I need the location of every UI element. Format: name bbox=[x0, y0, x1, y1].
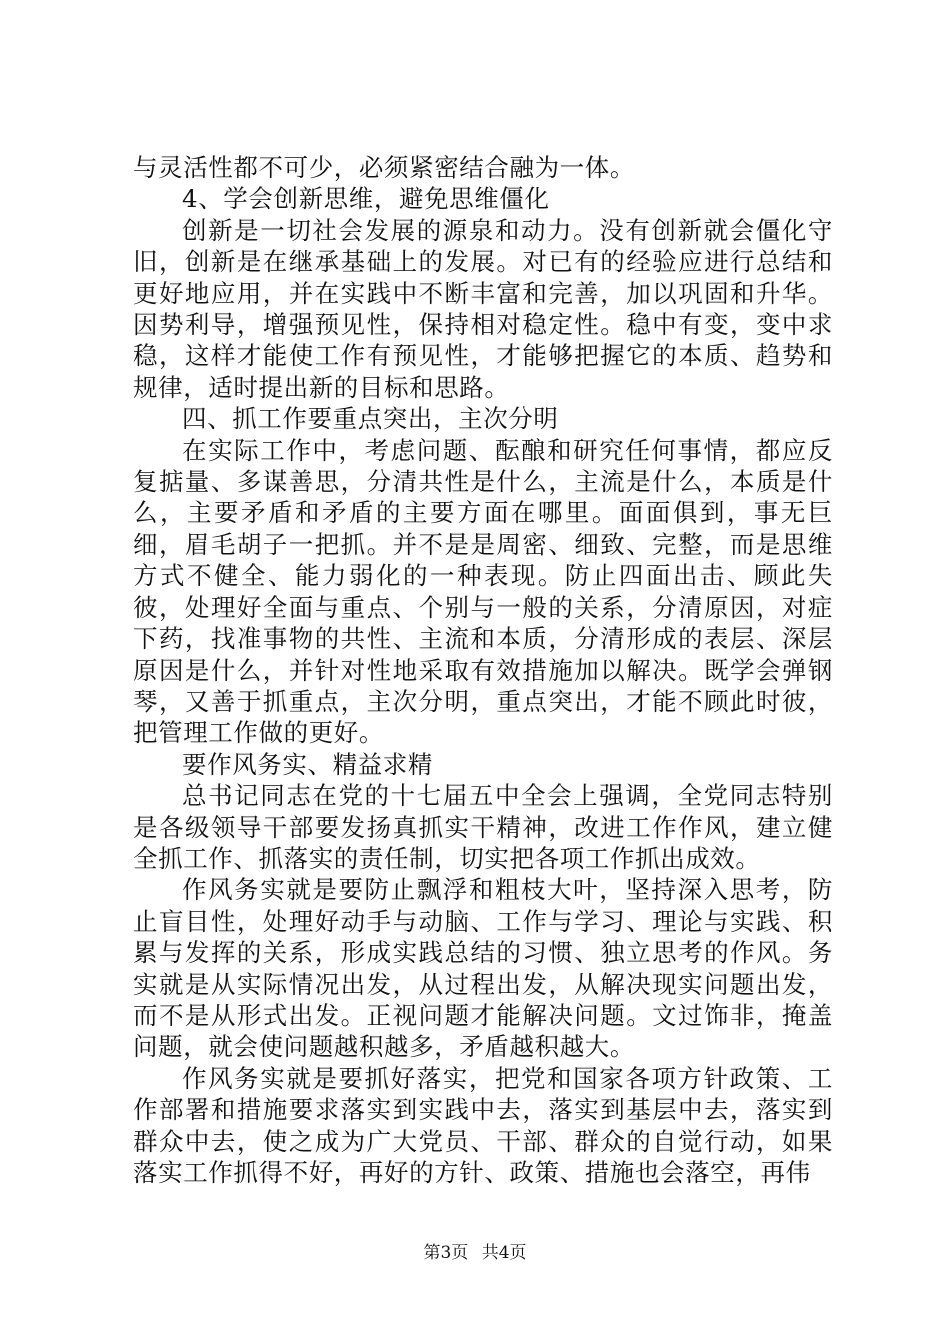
page-footer bbox=[0, 1242, 950, 1264]
page-number: 第3页 bbox=[423, 1243, 469, 1263]
section-heading: 4、学会创新思维，避免思维僵化 bbox=[182, 184, 550, 214]
paragraph: 在实际工作中，考虑问题、酝酿和研究任何事情，都应反复掂量、多谋善思，分清共性是什么，主流是什么，本质是什么，主要矛盾和矛盾的主要方面在哪里。面面俱到，事无巨细，眉毛胡子一把抓。并不是是周密、细致、完整，而是思维方式不健全、能力弱化的一种表现。防止四面出击、顾此失彼，处理好全面与重点、个别与一般的关系，分清原因，对症下药，找准事物的共性、主流和本质，分清形成的表层、深层原因是什么，并针对性地采取有效措施加以解决。既学会弹钢琴，又善于抓重点，主次分明，重点突出，才能不顾此时彼，把管理工作做的更好。 bbox=[133, 435, 833, 748]
section-heading: 要作风务实、精益求精 bbox=[182, 749, 433, 779]
page-total: 共4页 bbox=[481, 1243, 527, 1263]
paragraph: 与灵活性都不可少，必须紧密结合融为一体。 bbox=[133, 153, 635, 182]
paragraph: 作风务实就是要抓好落实，把党和国家各项方针政策、工作部署和措施要求落实到实践中去，落实到基层中去，落实到群众中去，使之成为广大党员、干部、群众的自觉行动，如果落实工作抓得不好，再好的方针、政策、措施也会落空，再伟 bbox=[133, 1063, 833, 1187]
section-heading: 四、抓工作要重点突出，主次分明 bbox=[182, 404, 559, 434]
paragraph: 创新是一切社会发展的源泉和动力。没有创新就会僵化守旧，创新是在继承基础上的发展。对已有的经验应进行总结和更好地应用，并在实践中不断丰富和完善，加以巩固和升华。因势利导，增强预见性，保持相对稳定性。稳中有变，变中求稳，这样才能使工作有预见性，才能够把握它的本质、趋势和规律，适时提出新的目标和思路。 bbox=[133, 215, 833, 402]
paragraph: 总书记同志在党的十七届五中全会上强调，全党同志特别是各级领导干部要发扬真抓实干精神，改进工作作风，建立健全抓工作、抓落实的责任制，切实把各项工作抓出成效。 bbox=[133, 781, 833, 873]
document-body bbox=[133, 152, 833, 1188]
paragraph: 作风务实就是要防止飘浮和粗枝大叶，坚持深入思考，防止盲目性，处理好动手与动脑、工作与学习、理论与实践、积累与发挥的关系，形成实践总结的习惯、独立思考的作风。务实就是从实际情况出发，从过程出发，从解决现实问题出发，而不是从形式出发。正视问题才能解决问题。文过饰非，掩盖问题，就会使问题越积越多，矛盾越积越大。 bbox=[133, 875, 833, 1062]
